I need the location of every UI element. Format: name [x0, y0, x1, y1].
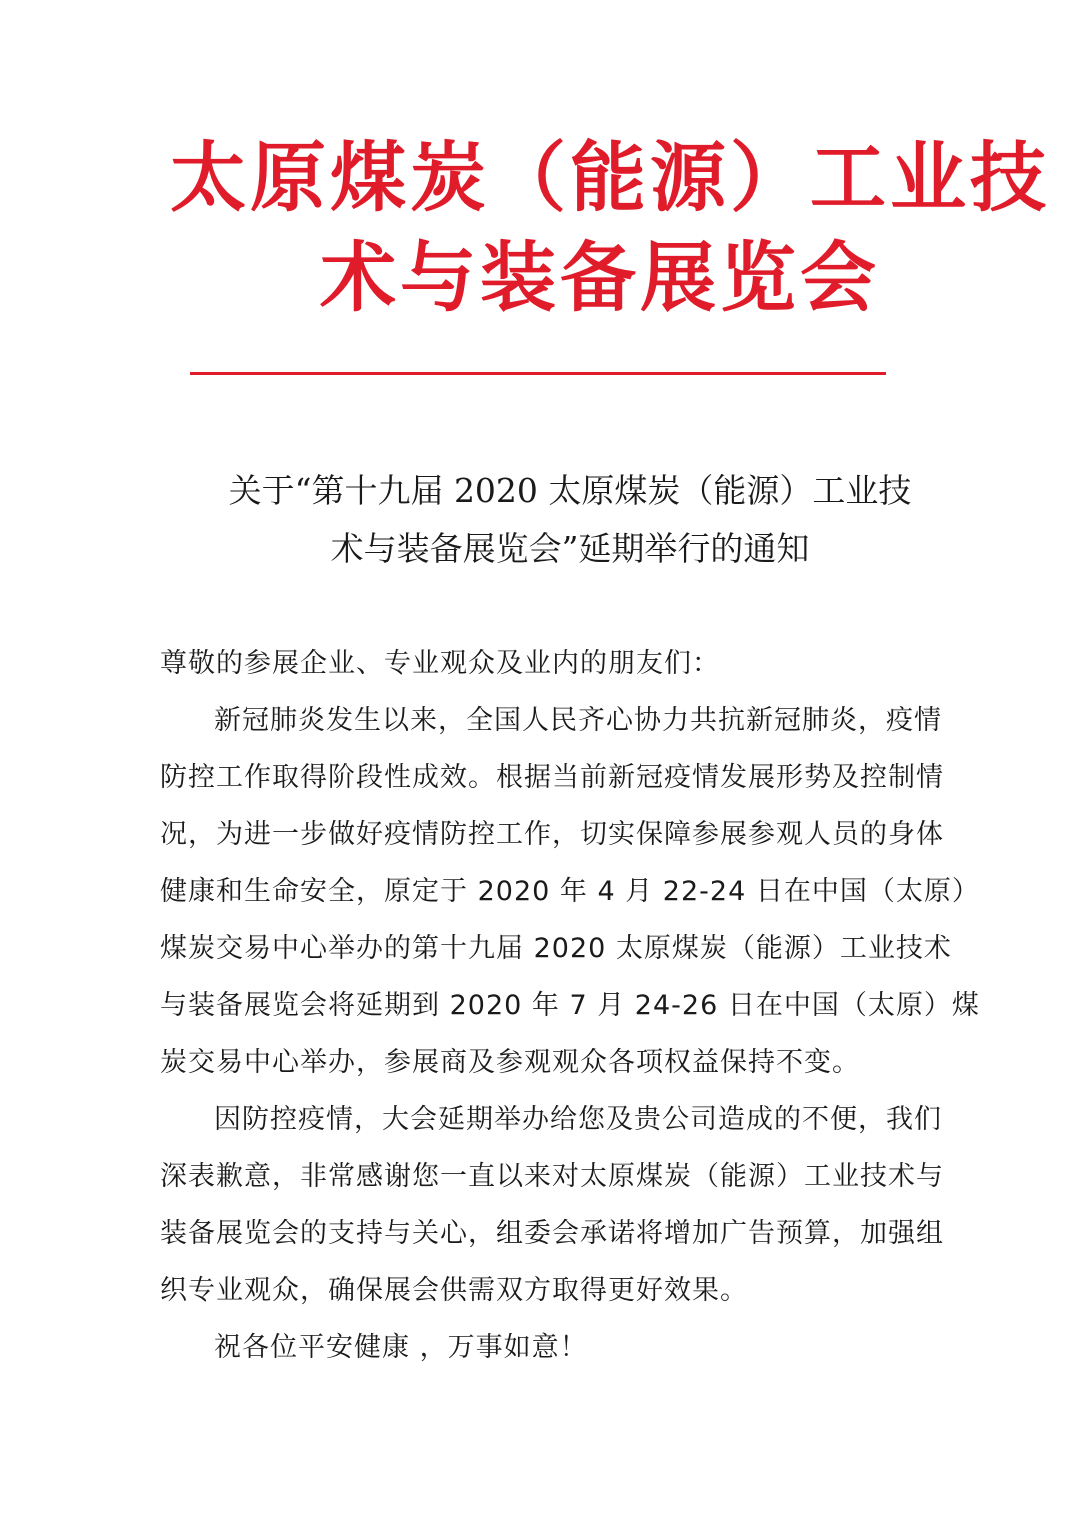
letterhead-divider	[190, 372, 886, 375]
paragraph-1	[160, 692, 980, 1091]
notice-body	[160, 635, 980, 1376]
paragraph-line: 因防控疫情，大会延期举办给您及贵公司造成的不便，我们	[214, 1104, 942, 1135]
paragraph-line: 况，为进一步做好疫情防控工作，切实保障参展参观人员的身体	[160, 819, 944, 850]
notice-title-line-1: 关于“第十九届 2020 太原煤炭（能源）工业技	[228, 471, 912, 510]
notice-title	[120, 462, 1020, 578]
paragraph-line: 与装备展览会将延期到 2020 年 7 月 24-26 日在中国（太原）煤	[160, 990, 980, 1021]
paragraph-line: 炭交易中心举办，参展商及参观观众各项权益保持不变。	[160, 1047, 860, 1078]
paragraph-2	[160, 1091, 944, 1319]
paragraph-line: 煤炭交易中心举办的第十九届 2020 太原煤炭（能源）工业技术	[160, 933, 952, 964]
paragraph-line: 新冠肺炎发生以来，全国人民齐心协力共抗新冠肺炎，疫情	[214, 705, 942, 736]
paragraph-line: 深表歉意，非常感谢您一直以来对太原煤炭（能源）工业技术与	[160, 1161, 944, 1192]
paragraph-line: 织专业观众，确保展会供需双方取得更好效果。	[160, 1275, 748, 1306]
paragraph-line: 装备展览会的支持与关心，组委会承诺将增加广告预算，加强组	[160, 1218, 944, 1249]
paragraph-line: 健康和生命安全，原定于 2020 年 4 月 22-24 日在中国（太原）	[160, 876, 980, 907]
letterhead-title-line-1: 太原煤炭（能源）工业技	[170, 133, 1050, 222]
closing-greeting: 祝各位平安健康 ，万事如意！	[214, 1332, 588, 1363]
notice-title-line-2: 术与装备展览会”延期举行的通知	[330, 529, 810, 568]
paragraph-line: 防控工作取得阶段性成效。根据当前新冠疫情发展形势及控制情	[160, 762, 944, 793]
letterhead-title	[170, 128, 1050, 328]
salutation: 尊敬的参展企业、专业观众及业内的朋友们：	[160, 648, 720, 679]
letterhead-title-line-2: 术与装备展览会	[320, 233, 880, 322]
